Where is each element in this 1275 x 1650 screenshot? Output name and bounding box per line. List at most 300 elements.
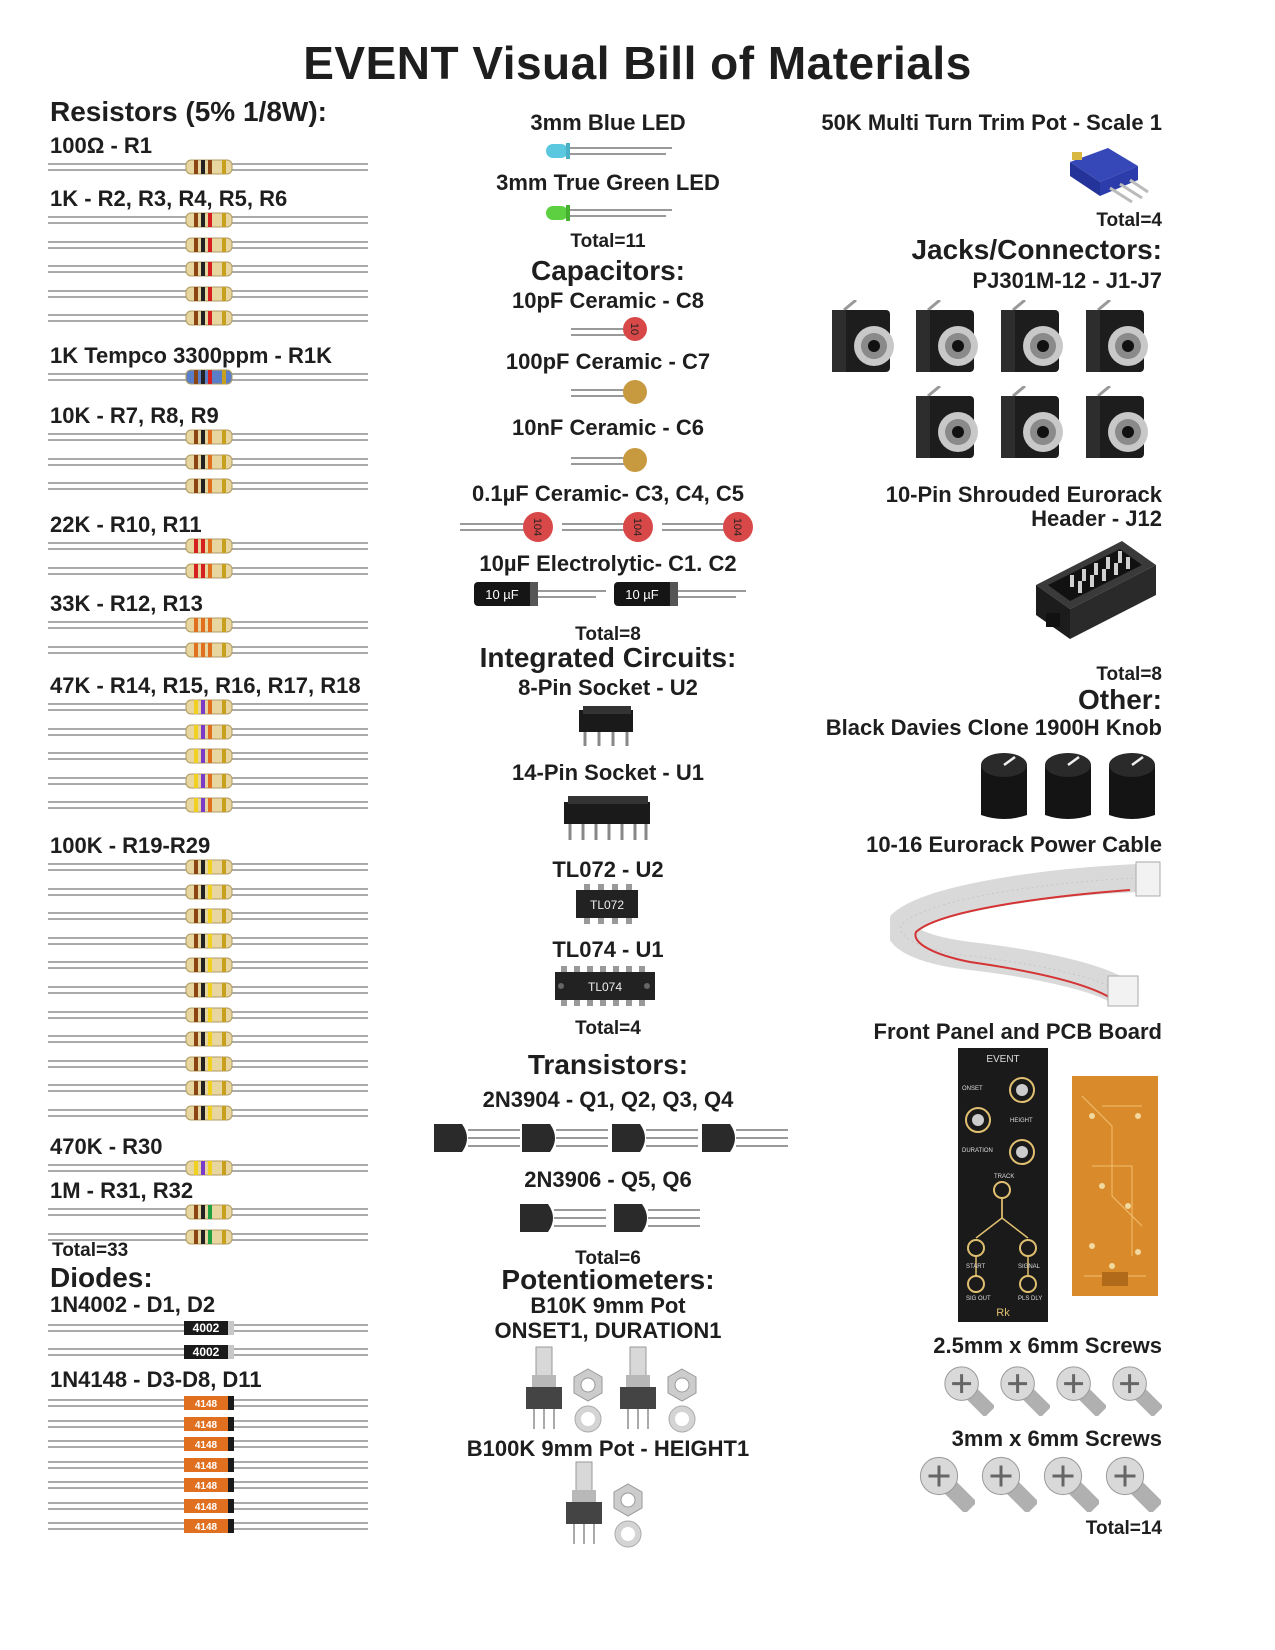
- resistor-color-band: [208, 1230, 212, 1244]
- resistor-color-band: [208, 1205, 212, 1219]
- diode-marking: 4002: [192, 1345, 220, 1359]
- resistor-color-band: [222, 1161, 226, 1175]
- resistor: [48, 642, 388, 658]
- diode: [48, 1477, 388, 1493]
- knob-davies-1900h: [1039, 745, 1097, 823]
- pot-body: [526, 1387, 562, 1409]
- resistor-color-band: [222, 370, 226, 384]
- ceramic-caps-c3-c5-image: [458, 510, 758, 544]
- pot-body: [566, 1502, 602, 1524]
- resistor-color-band: [222, 618, 226, 632]
- resistor-color-band: [194, 798, 198, 812]
- transistors-total: Total=6: [575, 1248, 641, 1269]
- resistor-color-band: [222, 213, 226, 227]
- resistor-color-band: [194, 1230, 198, 1244]
- resistor-color-band: [201, 934, 205, 948]
- diode-marking: 4148: [194, 1481, 218, 1492]
- pot-b10k: [614, 1345, 664, 1433]
- resistor-color-band: [208, 370, 212, 384]
- jack-hole: [1037, 426, 1049, 438]
- jack-pj301m: [1080, 300, 1162, 388]
- diode-marking: 4148: [194, 1440, 218, 1451]
- jack-lug: [1013, 386, 1025, 396]
- screws-small-label: 2.5mm x 6mm Screws: [933, 1333, 1162, 1358]
- pot-b100k-label: B100K 9mm Pot - HEIGHT1: [466, 1436, 750, 1461]
- resistor-color-band: [194, 1106, 198, 1120]
- resistor-group-label: 1K Tempco 3300ppm - R1K: [50, 343, 333, 368]
- transistor-2n3904: [610, 1120, 700, 1156]
- knobs-images: [975, 745, 1165, 825]
- resistor-color-band: [208, 564, 212, 578]
- resistor-color-band: [222, 455, 226, 469]
- jack-pj301m: [995, 300, 1077, 388]
- resistor-color-band: [201, 1032, 205, 1046]
- resistor-color-band: [208, 1032, 212, 1046]
- resistor-color-band: [222, 311, 226, 325]
- resistor-color-band: [201, 798, 205, 812]
- resistor: [48, 286, 388, 302]
- resistor-color-band: [194, 1161, 198, 1175]
- resistor-color-band: [208, 958, 212, 972]
- resistor-color-band: [201, 238, 205, 252]
- jacks-heading: Jacks/Connectors:: [911, 234, 1162, 265]
- pot-b100k: [560, 1460, 610, 1548]
- diode: [48, 1518, 388, 1534]
- jack-hole: [868, 340, 880, 352]
- ics-total: Total=4: [575, 1018, 641, 1039]
- resistor-color-band: [201, 1161, 205, 1175]
- panel-sigout-text: SIG OUT: [966, 1296, 991, 1302]
- page-title: EVENT Visual Bill of Materials: [303, 37, 972, 89]
- resistor: [48, 1080, 388, 1096]
- diode-cathode-band: [228, 1519, 234, 1533]
- resistor: [48, 859, 388, 875]
- resistor-color-band: [201, 213, 205, 227]
- pot-hardware: [662, 1345, 702, 1433]
- cap-c8-marking: 10: [628, 322, 640, 336]
- resistor-color-band: [194, 860, 198, 874]
- trimpot-image: [1060, 144, 1150, 206]
- resistor: [48, 797, 388, 813]
- resistor-color-band: [208, 860, 212, 874]
- ic-socket8-label: 8-Pin Socket - U2: [518, 675, 698, 700]
- pot-b100k-image: [560, 1460, 680, 1550]
- jack-hole: [1122, 426, 1134, 438]
- screw-3mm: [1101, 1452, 1161, 1512]
- resistor-color-band: [222, 643, 226, 657]
- resistor-color-band: [208, 983, 212, 997]
- resistor-color-band: [222, 798, 226, 812]
- resistor-color-band: [208, 160, 212, 174]
- diode-marking: 4002: [192, 1321, 220, 1335]
- resistor-color-band: [194, 749, 198, 763]
- resistor-color-band: [194, 564, 198, 578]
- resistor: [48, 1105, 388, 1121]
- resistor-color-band: [194, 1008, 198, 1022]
- screw-2-5mm: [996, 1362, 1050, 1416]
- resistor-color-band: [194, 885, 198, 899]
- jack-lug: [1013, 300, 1025, 310]
- pot-shaft: [536, 1347, 552, 1377]
- jacks-item-label: PJ301M-12 - J1-J7: [972, 268, 1162, 293]
- jack-lug: [928, 300, 940, 310]
- diode: [48, 1320, 388, 1336]
- resistor-color-band: [201, 860, 205, 874]
- pot-bushing: [626, 1375, 650, 1387]
- jack-lug: [1098, 386, 1110, 396]
- electrolytic-caps-image: [470, 580, 750, 610]
- resistor-color-band: [208, 700, 212, 714]
- transistor-body: [612, 1124, 645, 1152]
- cap-c4: [562, 512, 653, 542]
- diode-group-label: 1N4148 - D3-D8, D11: [50, 1367, 262, 1392]
- resistor-color-band: [201, 700, 205, 714]
- transistor-2n3904: [432, 1120, 522, 1156]
- resistor: [48, 538, 388, 554]
- knob-davies-1900h: [975, 745, 1033, 823]
- socket-8pin-image: [575, 702, 639, 752]
- resistor: [48, 884, 388, 900]
- resistor-color-band: [201, 1008, 205, 1022]
- resistor-color-band: [194, 287, 198, 301]
- resistor-color-band: [208, 1106, 212, 1120]
- panel-start-text: START: [966, 1264, 986, 1270]
- blue-led-image: [540, 138, 680, 164]
- resistor-color-band: [208, 430, 212, 444]
- resistor-color-band: [194, 643, 198, 657]
- front-panel-image: [958, 1048, 1050, 1324]
- pot-b10k: [520, 1345, 570, 1433]
- resistor: [48, 982, 388, 998]
- resistor-color-band: [222, 958, 226, 972]
- resistor-color-band: [222, 1205, 226, 1219]
- resistor-color-band: [222, 774, 226, 788]
- diode: [48, 1436, 388, 1452]
- resistor-group-label: 47K - R14, R15, R16, R17, R18: [50, 673, 361, 698]
- screw-3mm: [915, 1452, 975, 1512]
- resistor-color-band: [222, 1057, 226, 1071]
- resistor-color-band: [208, 539, 212, 553]
- transistor-body: [614, 1204, 647, 1232]
- resistor-color-band: [208, 909, 212, 923]
- transistor-body: [520, 1204, 553, 1232]
- tl074-marking: TL074: [587, 980, 623, 994]
- resistor-color-band: [194, 725, 198, 739]
- resistor-color-band: [222, 160, 226, 174]
- resistor-color-band: [222, 430, 226, 444]
- jack-lug: [844, 300, 856, 310]
- screw-2-5mm: [1108, 1362, 1162, 1416]
- resistor-color-band: [194, 430, 198, 444]
- resistor-color-band: [201, 370, 205, 384]
- resistor-color-band: [194, 909, 198, 923]
- transistor-2n3906: [612, 1200, 702, 1236]
- resistor-color-band: [194, 311, 198, 325]
- ic-socket14-label: 14-Pin Socket - U1: [512, 760, 704, 785]
- jack-hole: [1037, 340, 1049, 352]
- nut-hole: [621, 1493, 635, 1507]
- diode-cathode-band: [228, 1458, 234, 1472]
- jack-side: [1001, 396, 1015, 458]
- cap-c8-label: 10pF Ceramic - C8: [512, 288, 704, 313]
- nut-hole: [675, 1378, 689, 1392]
- resistor-color-band: [194, 774, 198, 788]
- socket-14pin-image: [560, 792, 656, 846]
- header-label-line2: Header - J12: [1031, 506, 1162, 531]
- resistor: [48, 933, 388, 949]
- resistor-color-band: [194, 370, 198, 384]
- resistor: [48, 1160, 388, 1176]
- jack-pj301m: [1080, 386, 1162, 474]
- diode-cathode-band: [228, 1321, 234, 1335]
- jack-side: [916, 396, 930, 458]
- diode-marking: 4148: [194, 1460, 218, 1472]
- capacitors-heading: Capacitors:: [530, 255, 686, 286]
- resistor: [48, 908, 388, 924]
- diode-cathode-band: [228, 1437, 234, 1451]
- resistor-color-band: [194, 1057, 198, 1071]
- diode-cathode-band: [228, 1396, 234, 1410]
- trimpot-label: 50K Multi Turn Trim Pot - Scale 1: [821, 110, 1162, 135]
- resistor-color-band: [194, 700, 198, 714]
- resistor-color-band: [222, 885, 226, 899]
- resistor-color-band: [201, 287, 205, 301]
- resistor-color-band: [222, 1008, 226, 1022]
- resistor-group-label: 22K - R10, R11: [50, 512, 202, 537]
- jack-side: [916, 310, 930, 372]
- cap-electrolytic-label: 10µF Electrolytic- C1. C2: [479, 551, 737, 576]
- resistor-color-band: [208, 479, 212, 493]
- other-heading: Other:: [1078, 684, 1162, 715]
- diode-group-label: 1N4002 - D1, D2: [50, 1292, 216, 1317]
- jack-pj301m: [995, 386, 1077, 474]
- diode-cathode-band: [228, 1417, 234, 1431]
- ic-tl072-label: TL072 - U2: [552, 857, 664, 882]
- cap-c2-marking: 10 µF: [625, 587, 659, 602]
- tl072-chip-image: [572, 882, 642, 926]
- resistor-color-band: [222, 700, 226, 714]
- tl074-chip-image: [553, 964, 659, 1008]
- diode: [48, 1498, 388, 1514]
- ceramic-cap-c7-image: [565, 378, 665, 406]
- diode: [48, 1344, 388, 1360]
- resistor: [48, 369, 388, 385]
- panel-logo-text: Rk: [996, 1307, 1010, 1319]
- resistor-color-band: [222, 1106, 226, 1120]
- pot-b10k-refs: ONSET1, DURATION1: [494, 1318, 722, 1343]
- cap-c1-marking: 10 µF: [485, 587, 519, 602]
- resistor-color-band: [201, 1106, 205, 1120]
- resistor: [48, 261, 388, 277]
- green-led-image: [540, 200, 680, 226]
- panel-signal-text: SIGNAL: [1018, 1264, 1041, 1270]
- resistor-color-band: [208, 262, 212, 276]
- pot-shaft: [630, 1347, 646, 1377]
- resistor-group-label: 33K - R12, R13: [50, 591, 203, 616]
- resistor: [48, 773, 388, 789]
- screw-3mm: [1039, 1452, 1099, 1512]
- resistor-color-band: [201, 1081, 205, 1095]
- resistor-color-band: [201, 455, 205, 469]
- panel-duration-text: DURATION: [962, 1148, 993, 1154]
- panel-onset-text: ONSET: [962, 1086, 983, 1092]
- jack-lug: [1098, 300, 1110, 310]
- resistor-color-band: [201, 160, 205, 174]
- resistor: [48, 617, 388, 633]
- diode-cathode-band: [228, 1345, 234, 1359]
- resistor-color-band: [222, 479, 226, 493]
- resistor-color-band: [208, 934, 212, 948]
- resistors-heading: Resistors (5% 1/8W):: [50, 96, 327, 127]
- cap-c5-marking: 104: [731, 517, 743, 537]
- pot-bushing: [572, 1490, 596, 1502]
- resistor-color-band: [201, 430, 205, 444]
- resistor-color-band: [201, 983, 205, 997]
- resistor-color-band: [194, 262, 198, 276]
- resistor-color-band: [208, 725, 212, 739]
- resistor: [48, 1056, 388, 1072]
- screws-large-label: 3mm x 6mm Screws: [951, 1426, 1162, 1451]
- resistor-color-band: [201, 749, 205, 763]
- pot-body: [620, 1387, 656, 1409]
- screws-small-images: [940, 1362, 1165, 1422]
- cap-c1: [474, 582, 606, 606]
- diodes-heading: Diodes:: [50, 1262, 153, 1293]
- resistor-color-band: [208, 885, 212, 899]
- diode-cathode-band: [228, 1499, 234, 1513]
- resistor-color-band: [222, 539, 226, 553]
- resistor-color-band: [208, 287, 212, 301]
- resistor-group-label: 470K - R30: [50, 1134, 163, 1159]
- resistor-color-band: [194, 479, 198, 493]
- knob-label: Black Davies Clone 1900H Knob: [825, 715, 1162, 740]
- resistor-color-band: [222, 749, 226, 763]
- resistor-color-band: [194, 539, 198, 553]
- jack-lug: [928, 386, 940, 396]
- led-blue-label: 3mm Blue LED: [530, 110, 686, 135]
- resistor: [48, 748, 388, 764]
- capacitors-total: Total=8: [575, 624, 641, 645]
- resistor-color-band: [222, 1230, 226, 1244]
- tl072-marking: TL072: [589, 898, 625, 912]
- resistor: [48, 429, 388, 445]
- transistor-2n3904: [520, 1120, 610, 1156]
- resistor: [48, 310, 388, 326]
- resistor-color-band: [222, 983, 226, 997]
- washer-hole: [675, 1412, 689, 1426]
- resistor-color-band: [201, 885, 205, 899]
- jack-hole: [952, 340, 964, 352]
- jack-pj301m: [910, 386, 992, 474]
- resistor-group-label: 1M - R31, R32: [50, 1178, 194, 1203]
- resistor-color-band: [208, 1057, 212, 1071]
- jack-hole: [952, 426, 964, 438]
- resistor-color-band: [222, 1032, 226, 1046]
- transistor-pnp-row: [518, 1200, 718, 1236]
- resistor-color-band: [222, 262, 226, 276]
- resistor-color-band: [208, 311, 212, 325]
- resistor-color-band: [194, 455, 198, 469]
- panel-plsdly-text: PLS DLY: [1018, 1296, 1043, 1302]
- cap-c3-marking: 104: [531, 517, 543, 537]
- ics-heading: Integrated Circuits:: [479, 642, 737, 673]
- transistor-body: [702, 1124, 735, 1152]
- resistor-color-band: [222, 238, 226, 252]
- resistors-total: Total=33: [52, 1240, 129, 1261]
- resistor-color-band: [194, 1081, 198, 1095]
- diode: [48, 1457, 388, 1473]
- resistor-color-band: [194, 934, 198, 948]
- resistor-color-band: [201, 774, 205, 788]
- resistor: [48, 957, 388, 973]
- resistor-color-band: [201, 618, 205, 632]
- panel-label: Front Panel and PCB Board: [873, 1019, 1162, 1044]
- resistor-color-band: [208, 643, 212, 657]
- leds-total: Total=11: [570, 231, 646, 252]
- washer-hole: [621, 1527, 635, 1541]
- knob-davies-1900h: [1103, 745, 1161, 823]
- transistor-npn-label: 2N3904 - Q1, Q2, Q3, Q4: [482, 1087, 734, 1112]
- transistors-heading: Transistors:: [527, 1049, 689, 1080]
- resistor: [48, 237, 388, 253]
- pcb-board-image: [1072, 1076, 1160, 1298]
- jack-pj301m: [910, 300, 992, 388]
- resistor-color-band: [194, 1205, 198, 1219]
- transistor-pnp-label: 2N3906 - Q5, Q6: [524, 1167, 692, 1192]
- resistor-group-label: 100K - R19-R29: [50, 833, 211, 858]
- resistor-color-band: [201, 564, 205, 578]
- resistor-group-label: 100Ω - R1: [50, 133, 153, 158]
- shrouded-header-image: [1030, 535, 1160, 645]
- diode: [48, 1395, 388, 1411]
- other-total: Total=14: [1085, 1518, 1162, 1539]
- panel-track-text: TRACK: [994, 1174, 1015, 1180]
- resistor-color-band: [194, 238, 198, 252]
- nut-hole: [581, 1378, 595, 1392]
- cap-c3: [460, 512, 553, 542]
- resistor-color-band: [222, 934, 226, 948]
- screw-3mm: [977, 1452, 1037, 1512]
- resistor: [48, 1204, 388, 1220]
- resistor-color-band: [194, 213, 198, 227]
- cable-label: 10-16 Eurorack Power Cable: [866, 832, 1162, 857]
- jack-pj301m: [826, 300, 908, 388]
- header-label-line1: 10-Pin Shrouded Eurorack: [885, 482, 1162, 507]
- diode: [48, 1416, 388, 1432]
- diode-marking: 4148: [194, 1522, 218, 1533]
- diode-cathode-band: [228, 1478, 234, 1492]
- jack-hole: [1122, 340, 1134, 352]
- resistor: [48, 454, 388, 470]
- cap-c2: [614, 582, 746, 606]
- jack-side: [1086, 310, 1100, 372]
- ceramic-cap-c8-image: [565, 315, 665, 343]
- trimpot-total: Total=4: [1096, 210, 1162, 231]
- jack-side: [1001, 310, 1015, 372]
- cap-c7-label: 100pF Ceramic - C7: [505, 349, 711, 374]
- ceramic-cap-c6-image: [565, 446, 665, 474]
- screws-large-images: [915, 1452, 1165, 1514]
- resistor-color-band: [208, 213, 212, 227]
- cap-c5: [662, 512, 753, 542]
- resistor-color-band: [194, 618, 198, 632]
- screw-2-5mm: [1052, 1362, 1106, 1416]
- diode-marking: 4148: [194, 1501, 218, 1513]
- panel-brand-text: EVENT: [986, 1054, 1020, 1065]
- resistor-color-band: [208, 618, 212, 632]
- resistor-color-band: [201, 1205, 205, 1219]
- resistor: [48, 1031, 388, 1047]
